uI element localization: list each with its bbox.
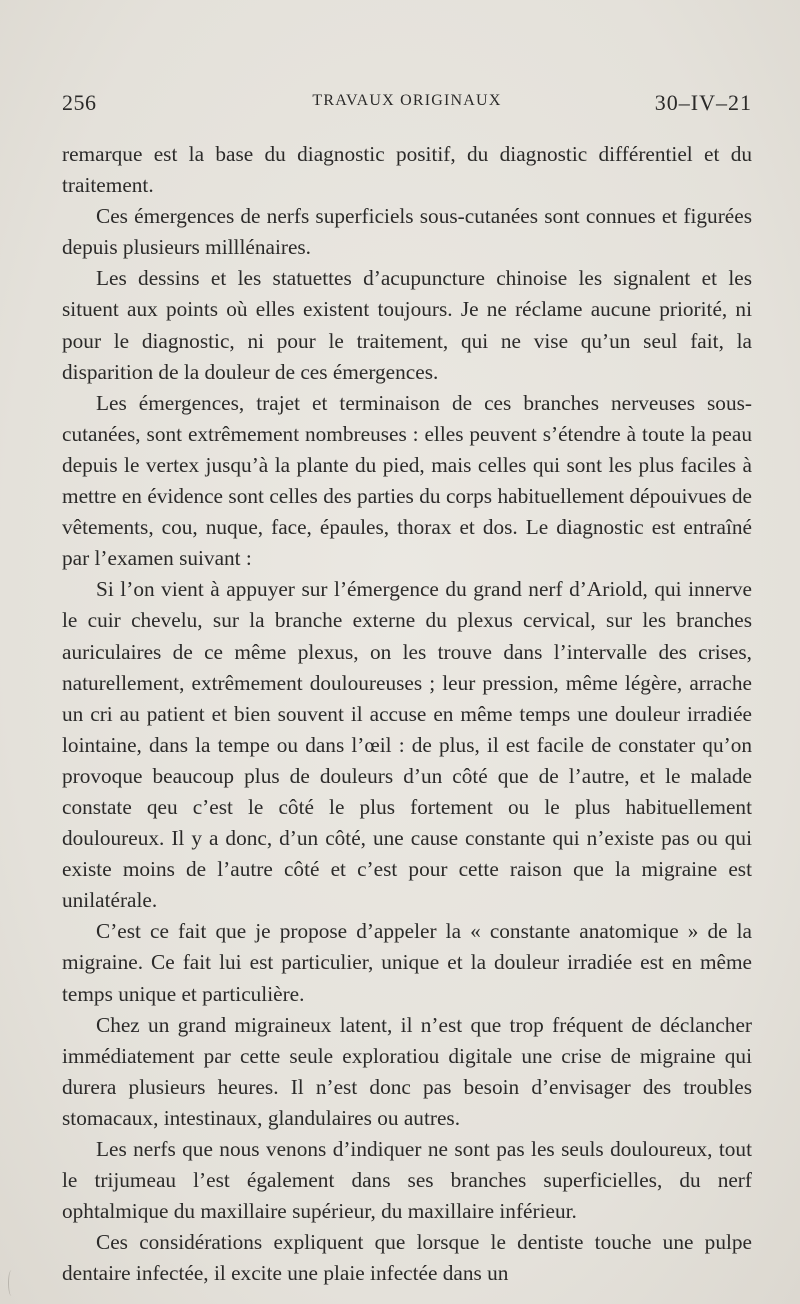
paragraph: Chez un grand migraineux latent, il n’est que trop fréquent de déclancher immédiatement par cette seule exploratiou digitale une crise de migraine qui durera plusieurs heures. Il n’est donc pas besoin d’envisager des troubles stomacaux, intestinaux, glandulaires ou autres.	[62, 1012, 752, 1130]
paragraph: Ces émergences de nerfs superficiels sous-cutanées sont connues et figurées depuis plusieurs milllénaires.	[62, 204, 752, 260]
paragraph: Les nerfs que nous venons d’indiquer ne sont pas les seuls douloureux, tout le trijumeau l’est également dans ses branches superficielles, du nerf ophtalmique du maxillaire supérieur, du maxillaire inférieur.	[62, 1137, 752, 1224]
paragraph-continuation: remarque est la base du diagnostic positif, du diagnostic différentiel et du traitement.	[62, 142, 752, 198]
running-title: TRAVAUX ORIGINAUX	[312, 92, 502, 109]
page-header	[62, 90, 752, 120]
issue-date: 30–IV–21	[654, 90, 752, 115]
paragraph: Les dessins et les statuettes d’acupuncture chinoise les signalent et les situent aux points où elles existent toujours. Je ne réclame aucune priorité, ni pour le diagnostic, ni pour le traitement, qui ne vise qu’un seul fait, la disparition de la douleur de ces émergences.	[62, 266, 752, 384]
page-number: 256	[62, 90, 97, 115]
paragraph: C’est ce fait que je propose d’appeler la « constante anatomique » de la migraine. Ce fait lui est particulier, unique et la douleur irradiée est en même temps unique et particulière.	[62, 919, 752, 1006]
article-body	[62, 139, 752, 1289]
paragraph: Les émergences, trajet et terminaison de ces branches nerveuses sous-cutanées, sont extrêmement nombreuses : elles peuvent s’étendre à toute la peau depuis le vertex jusqu’à la plante du pied, mais celles qui sont les plus faciles à mettre en évidence sont celles des parties du corps habituellement dépouivues de vêtements, cou, nuque, face, épaules, thorax et dos. Le diagnostic est entraîné par l’examen suivant :	[62, 390, 752, 571]
scan-margin-mark	[8, 1270, 15, 1296]
paragraph: Si l’on vient à appuyer sur l’émergence du grand nerf d’Ariold, qui innerve le cuir chevelu, sur la branche externe du plexus cervical, sur les branches auriculaires de ce même plexus, on les trouve dans l’intervalle des crises, naturellement, extrêmement douloureuses ; leur pression, même légère, arrache un cri au patient et bien souvent il accuse en même temps une douleur irradiée lointaine, dans la tempe ou dans l’œil : de plus, il est facile de constater qu’on provoque beaucoup plus de douleurs d’un côté que de l’autre, et le malade constate qeu c’est le côté le plus fortement ou le plus habituellement douloureux. Il y a donc, d’un côté, une cause constante qui n’existe pas ou qui existe moins de l’autre côté et c’est pour cette raison que la migraine est unilatérale.	[62, 577, 752, 913]
paragraph: Ces considérations expliquent que lorsque le dentiste touche une pulpe dentaire infectée, il excite une plaie infectée dans un	[62, 1230, 752, 1286]
